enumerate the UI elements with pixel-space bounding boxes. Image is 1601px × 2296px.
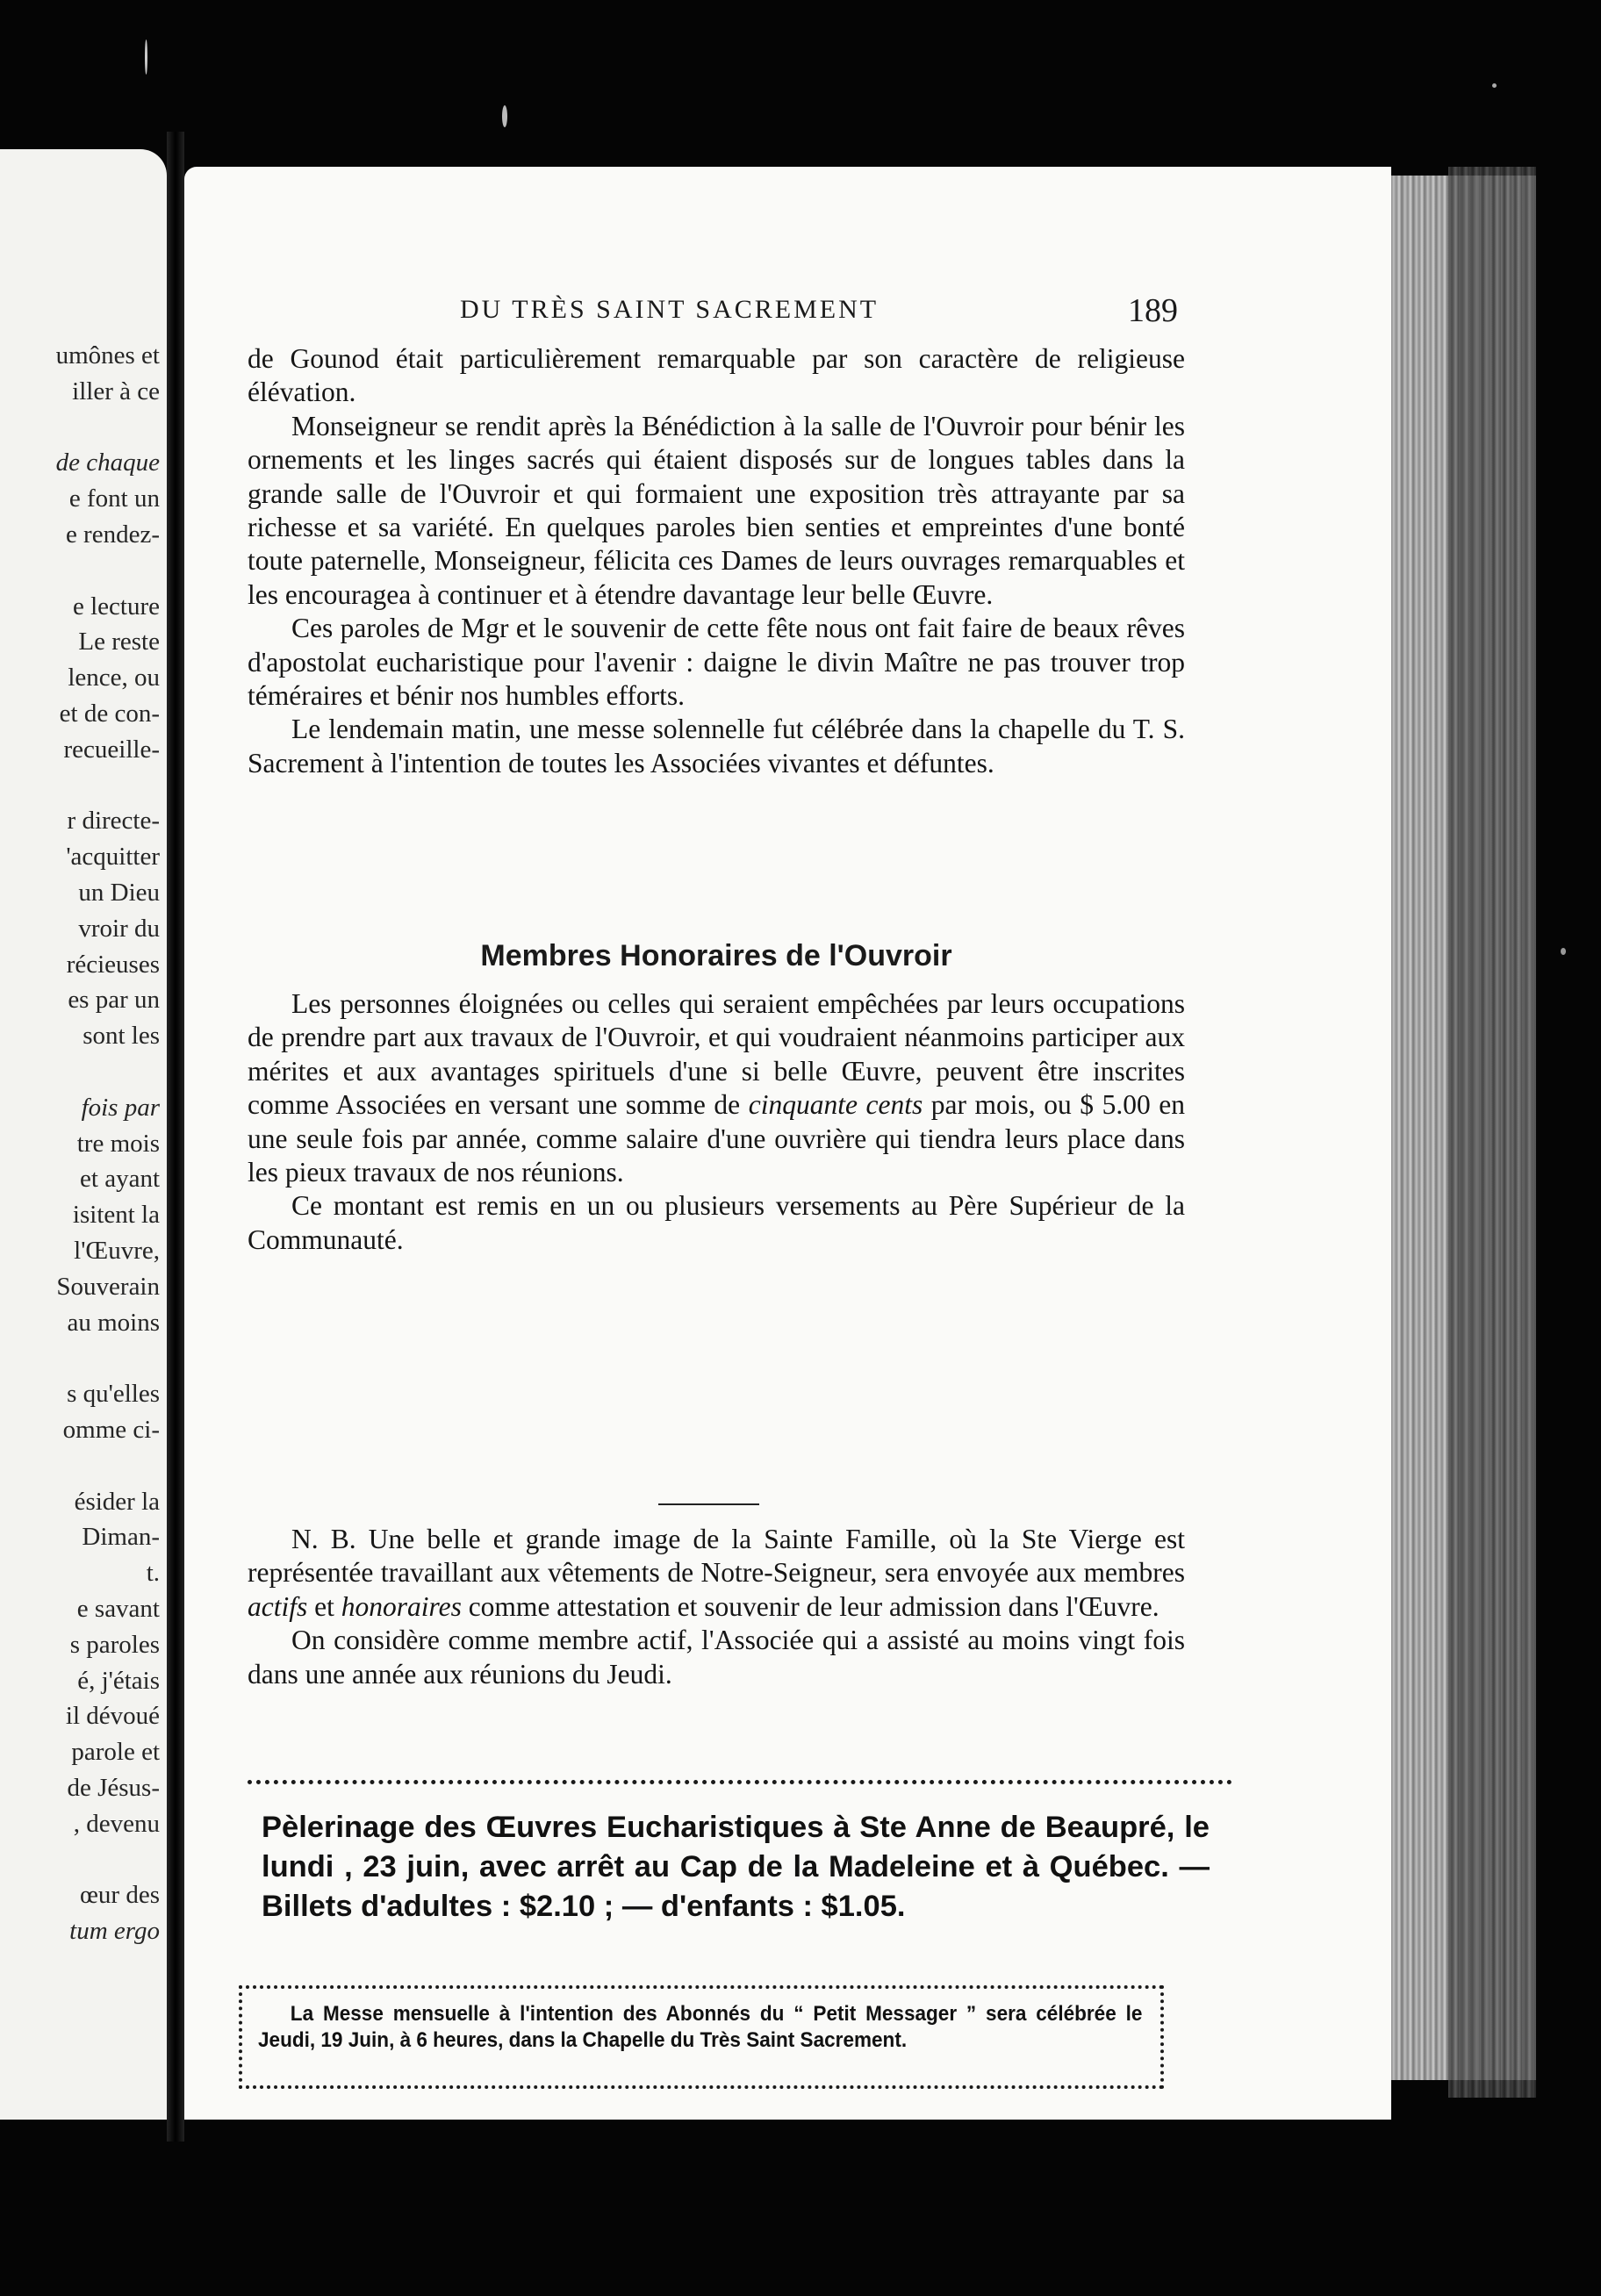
body-text (248, 342, 1185, 780)
left-page-line: es par un (68, 986, 160, 1015)
paragraph-montant: Ce montant est remis en un ou plusieurs versements au Père Supérieur de la Communauté. (248, 1190, 1185, 1255)
section-text (248, 987, 1185, 1257)
left-page-line: l'Œuvre, (74, 1237, 160, 1265)
left-page-line: vroir du (78, 914, 160, 943)
page-189 (184, 167, 1391, 2120)
running-head: DU TRÈS SAINT SACREMENT (460, 295, 879, 324)
left-page-line: e lecture (72, 592, 160, 621)
nota-bene (248, 1523, 1185, 1691)
left-page-line: 'acquitter (66, 843, 160, 872)
left-page-line: s qu'elles (67, 1380, 160, 1409)
paragraph-nb-a: N. B. Une belle et grande image de la Sainte Famille, où la Ste Vierge est représentée travaillant aux vêtements de Notre-Seigneur, sera envoyée aux membres (248, 1524, 1185, 1589)
left-page-line: de Jésus- (67, 1774, 160, 1802)
scan-speck (502, 105, 507, 127)
left-page-line: il dévoué (65, 1702, 160, 1731)
left-page-line: tum ergo (69, 1917, 160, 1946)
left-page-line: récieuses (66, 950, 160, 979)
book-gutter (167, 132, 184, 2142)
left-page-line: de chaque (55, 448, 160, 477)
book-page-edges-shadow (1448, 167, 1536, 2098)
left-page-line: , devenu (73, 1809, 160, 1838)
left-page-line: tre mois (76, 1129, 160, 1158)
scan-speck (1492, 83, 1497, 88)
paragraph-nb (248, 1523, 1185, 1624)
left-page-line: t. (146, 1559, 160, 1588)
mass-notice-box (239, 1985, 1164, 2089)
left-page-line: isitent la (72, 1201, 160, 1230)
paragraph-paroles: Ces paroles de Mgr et le souvenir de cette fête nous ont fait faire de beaux rêves d'apostolat eucharistique pour l'avenir : daigne le divin Maître ne pas trouver trop téméraires et bénir nos humbles efforts. (248, 613, 1185, 712)
page-number: 189 (1128, 292, 1178, 329)
left-page-line: ésider la (74, 1487, 160, 1516)
left-page-line: e rendez- (65, 520, 160, 549)
left-page-line: é, j'étais (77, 1666, 160, 1695)
paragraph-gounod: de Gounod était particulièrement remarquable par son caractère de religieuse élévation. (248, 343, 1185, 408)
paragraph-lendemain: Le lendemain matin, une messe solennelle fut célébrée dans la chapelle du T. S. Sacrement à l'intention de toutes les Associées vivantes et défuntes. (248, 714, 1185, 778)
paragraph-nb-b: comme attestation et souvenir de leur admission dans l'Œuvre. (461, 1590, 1159, 1622)
left-page-line: Le reste (78, 628, 160, 657)
emphasis-honoraires: honoraires (341, 1590, 462, 1622)
left-facing-page (0, 149, 167, 2120)
left-page-line: umônes et (55, 341, 160, 370)
left-page-line: œur des (79, 1881, 160, 1910)
left-page-line: Souverain (56, 1272, 160, 1301)
left-page-line: e font un (68, 484, 160, 513)
left-page-line: e savant (76, 1595, 160, 1623)
left-page-line: r directe- (67, 807, 160, 836)
section-divider (658, 1503, 759, 1505)
left-page-line: lence, ou (68, 664, 160, 692)
dotted-divider (248, 1780, 1232, 1784)
left-page-line: fois par (81, 1093, 160, 1122)
scan-speck (145, 39, 147, 75)
left-page-line: et ayant (80, 1165, 160, 1194)
left-page-line: au moins (67, 1308, 160, 1337)
emphasis-cinquante-cents: cinquante cents (748, 1089, 923, 1121)
section-title: Membres Honoraires de l'Ouvroir (480, 939, 952, 972)
left-page-line: s paroles (69, 1630, 160, 1659)
left-page-line: et de con- (59, 700, 160, 728)
paragraph-membre-actif: On considère comme membre actif, l'Associée qui a assisté au moins vingt fois dans une année aux réunions du Jeudi. (248, 1625, 1185, 1690)
mass-notice-text: La Messe mensuelle à l'intention des Abonnés du “ Petit Messager ” sera célébrée le Jeudi, 19 Juin, à 6 heures, dans la Chapelle du Très Saint Sacrement. (258, 2002, 1143, 2052)
pilgrimage-announcement: Pèlerinage des Œuvres Eucharistiques à Ste Anne de Beaupré, le lundi , 23 juin, avec arrêt au Cap de la Madeleine et à Québec. — Billets d'adultes : $2.10 ; — d'enfants : $1.05. (262, 1811, 1210, 1923)
left-page-line: recueille- (63, 735, 160, 764)
left-page-line: sont les (83, 1022, 160, 1051)
left-page-line: omme ci- (62, 1416, 160, 1444)
paragraph-nb-mid: et (307, 1590, 341, 1622)
paragraph-personnes (248, 987, 1185, 1189)
scan-speck (1561, 948, 1566, 955)
paragraph-personnes-a: Les personnes éloignées ou celles qui seraient empêchées par leurs occupations de prendre part aux travaux de l'Ouvroir, et qui voudraient néanmoins participer aux mérites et aux avantages spirituels d'une si belle Œuvre, peuvent être inscrites comme Associées en versant une somme de (248, 988, 1185, 1121)
left-page-line: Diman- (82, 1523, 160, 1552)
emphasis-actifs: actifs (248, 1590, 308, 1622)
left-page-line: parole et (71, 1738, 160, 1767)
paragraph-personnes-b: par mois, ou $ 5.00 en une seule fois par année, comme salaire d'une ouvrière qui tiendra leurs place dans les pieux travaux de nos réunions. (248, 1089, 1185, 1188)
paragraph-monseigneur: Monseigneur se rendit après la Bénédiction à la salle de l'Ouvroir pour bénir les ornements et les linges sacrés qui étaient disposés sur de longues tables dans la grande salle de l'Ouvroir et qui formaient une exposition très attrayante par sa richesse et sa variété. En quelques paroles bien senties et empreintes d'une bonté toute paternelle, Monseigneur, félicita ces Dames de leurs ouvrages remarquables et les encouragea à continuer et à étendre davantage leur belle Œuvre. (248, 410, 1185, 610)
left-page-line: un Dieu (78, 879, 160, 907)
left-page-line: iller à ce (72, 377, 160, 405)
